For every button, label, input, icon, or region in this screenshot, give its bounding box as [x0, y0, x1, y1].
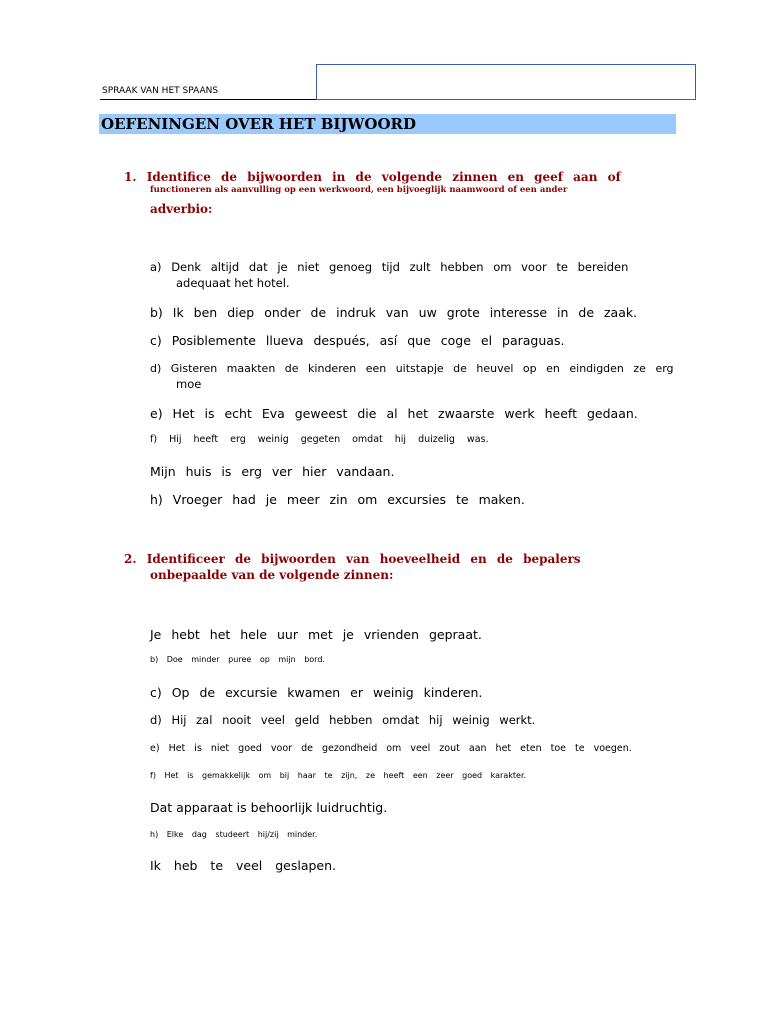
section2-item-d: d) Hij zal nooit veel geld hebben omdat hij weinig werkt. [150, 713, 536, 727]
section1-item-g: Mijn huis is erg ver hier vandaan. [150, 464, 395, 479]
section2-item-h: h) Elke dag studeert hij/zij minder. [150, 830, 318, 839]
section1-item-a-cont: adequaat het hotel. [176, 276, 290, 290]
section2-heading: 2. Identificeer de bijwoorden van hoeveelheid en de bepalers [124, 552, 581, 566]
page-title: OEFENINGEN OVER HET BIJWOORD [99, 114, 676, 134]
section1-heading-line2: functioneren als aanvulling op een werkwoord, een bijvoeglijk naamwoord of een ander [150, 185, 568, 195]
section2-item-c: c) Op de excursie kwamen er weinig kinderen. [150, 685, 483, 700]
section1-item-c: c) Posiblemente llueva después, así que coge el paraguas. [150, 333, 565, 348]
section1-item-b: b) Ik ben diep onder de indruk van uw grote interesse in de zaak. [150, 305, 638, 320]
header-label: SPRAAK VAN HET SPAANS [102, 86, 219, 96]
section1-item-a: a) Denk altijd dat je niet genoeg tijd zult hebben om voor te bereiden [150, 260, 629, 274]
section2-item-g: Dat apparaat is behoorlijk luidruchtig. [150, 800, 388, 815]
section1-heading: 1. Identifice de bijwoorden in de volgende zinnen en geef aan of [124, 170, 621, 184]
section1-item-d: d) Gisteren maakten de kinderen een uitstapje de heuvel op en eindigden ze erg [150, 362, 674, 375]
section2-item-i: Ik heb te veel geslapen. [150, 858, 336, 873]
section1-item-d-cont: moe [176, 377, 202, 391]
section1-item-h: h) Vroeger had je meer zin om excursies te maken. [150, 492, 525, 507]
section1-heading-line3: adverbio: [150, 202, 213, 216]
section1-item-e: e) Het is echt Eva geweest die al het zwaarste werk heeft gedaan. [150, 406, 638, 421]
section1-item-f: f) Hij heeft erg weinig gegeten omdat hij duizelig was. [150, 434, 489, 445]
section2-item-f: f) Het is gemakkelijk om bij haar te zijn, ze heeft een zeer goed karakter. [150, 771, 527, 780]
section2-item-e: e) Het is niet goed voor de gezondheid om veel zout aan het eten toe te voegen. [150, 743, 632, 754]
section2-item-a: Je hebt het hele uur met je vrienden gepraat. [150, 627, 482, 642]
header-empty-box [316, 64, 696, 100]
section2-heading-line2: onbepaalde van de volgende zinnen: [150, 568, 394, 582]
header-label-cell [100, 82, 316, 100]
section2-item-b: b) Doe minder puree op mijn bord. [150, 655, 325, 664]
